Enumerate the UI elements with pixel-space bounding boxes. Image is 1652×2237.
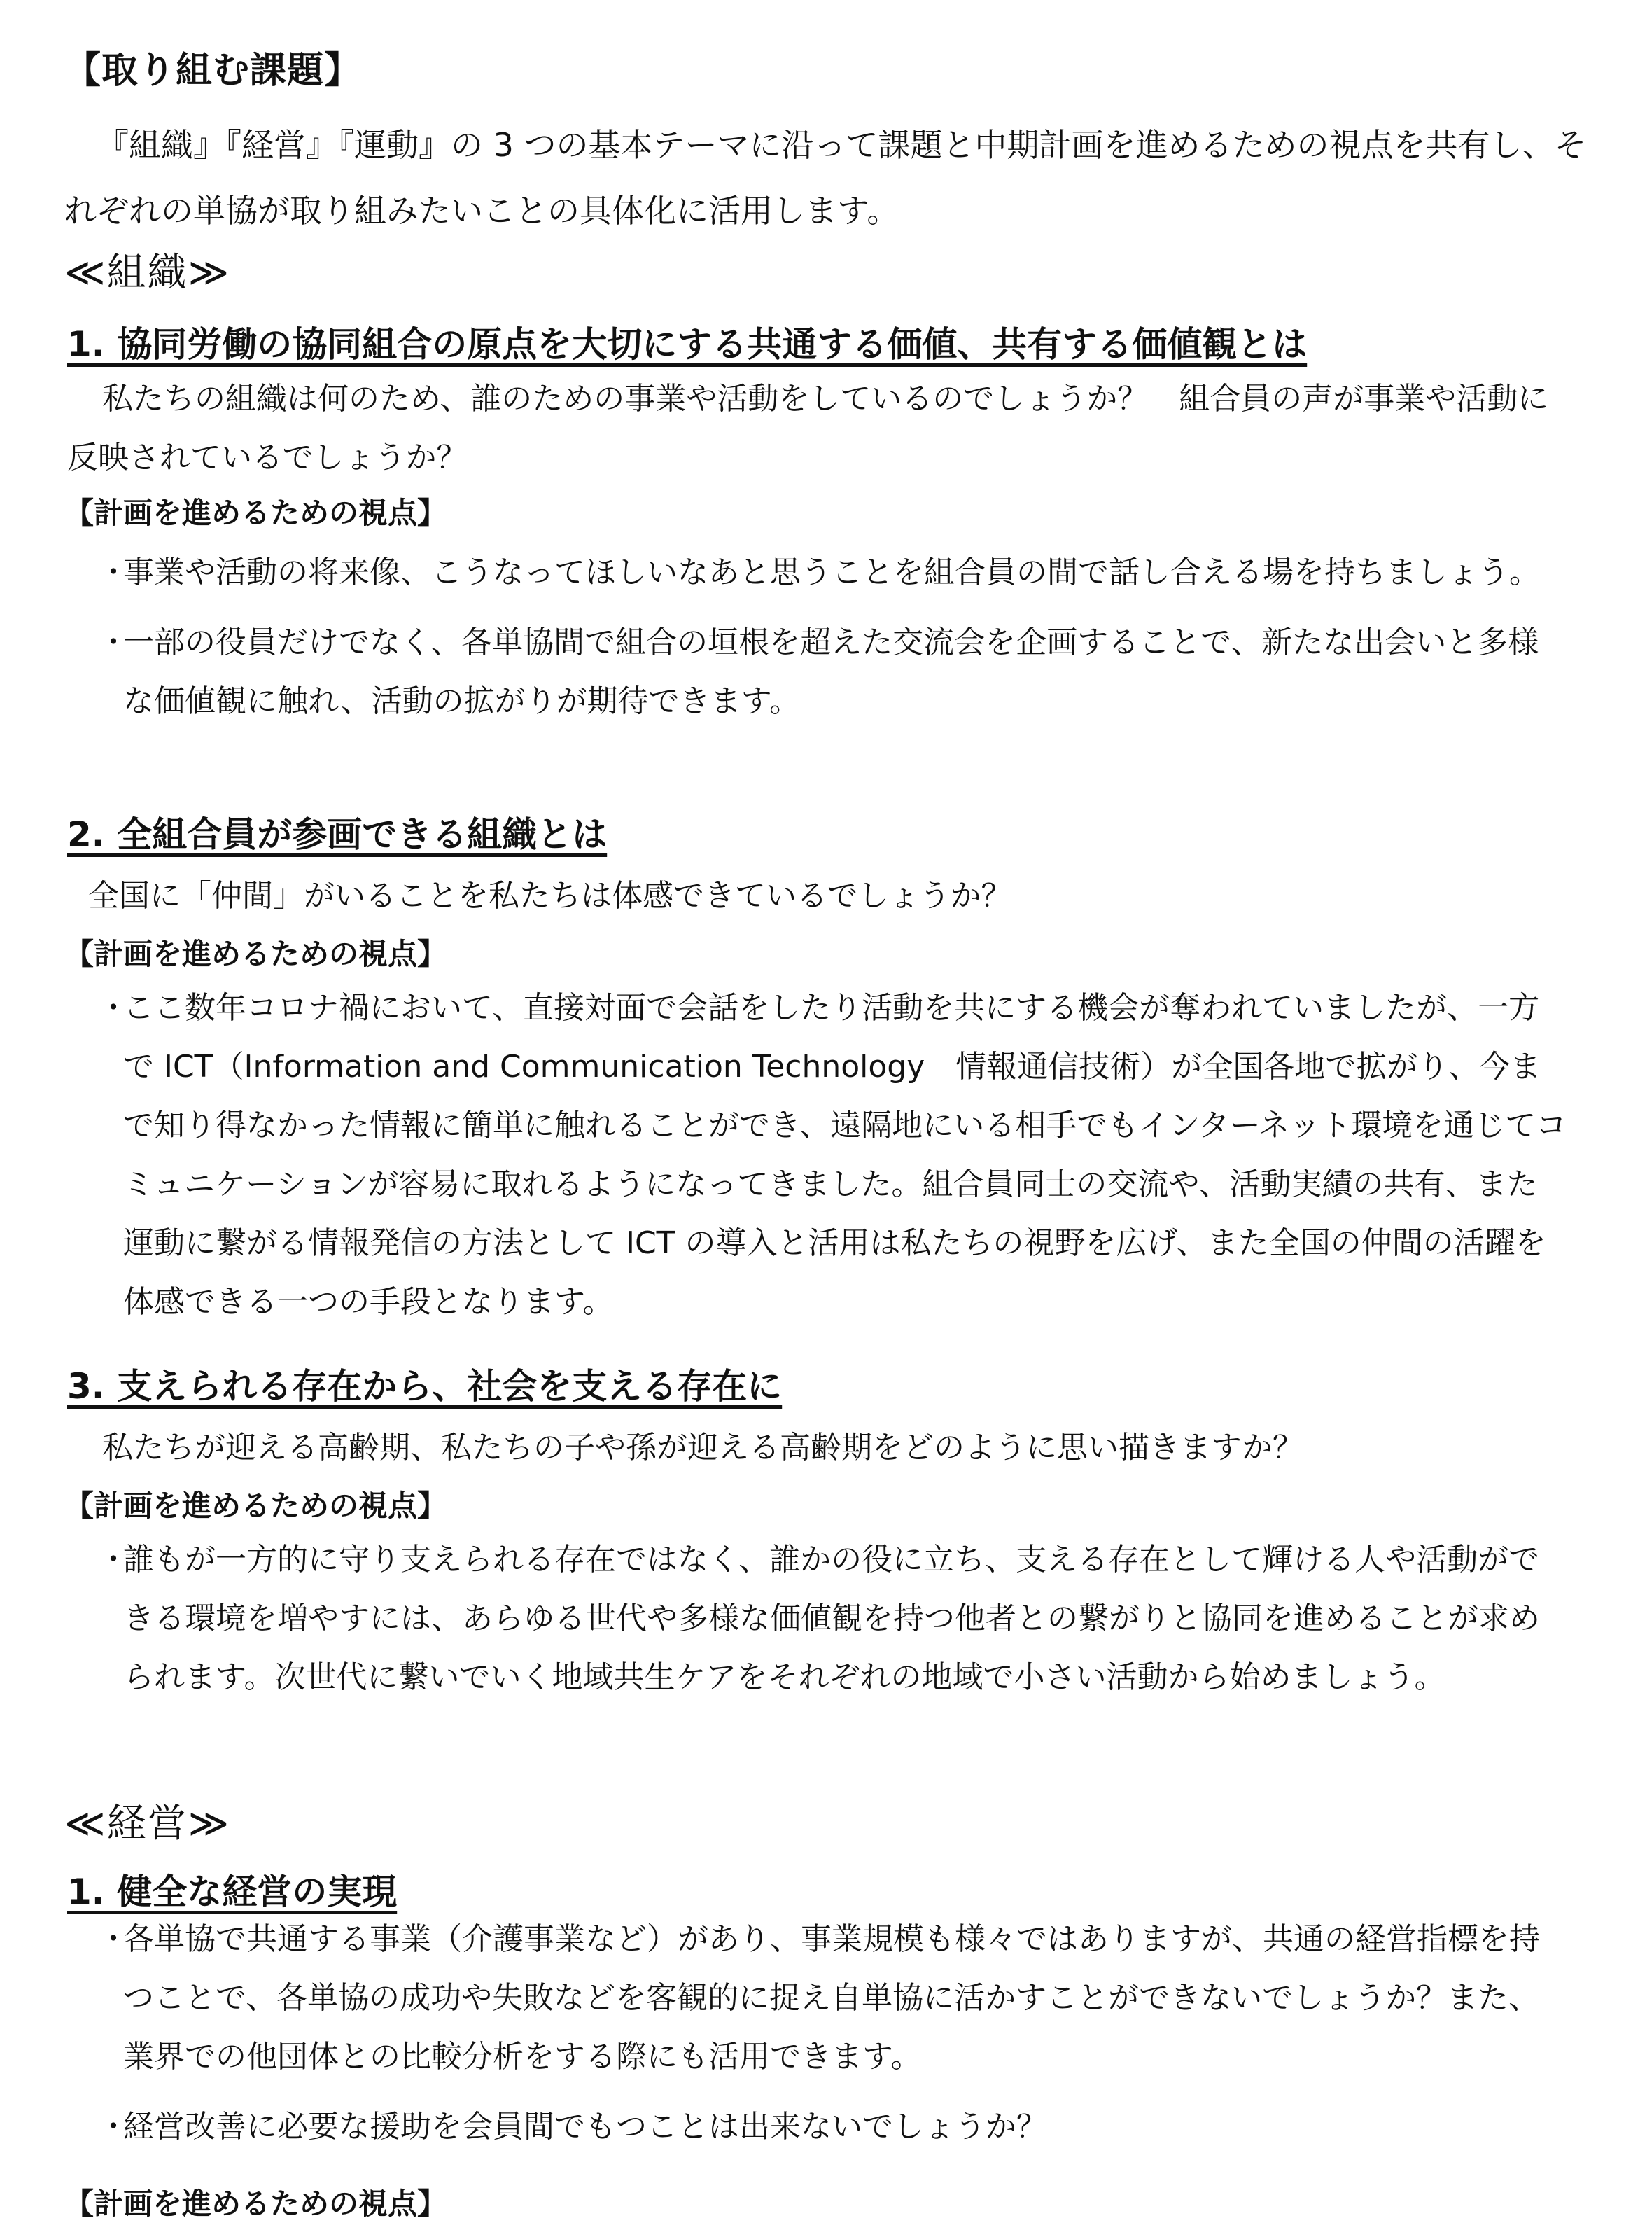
bullet-item — [98, 543, 1568, 602]
item-heading-org-1: 1. 協同労働の協同組合の原点を大切にする共通する価値、共有する価値観とは — [67, 324, 1308, 365]
bullet-text: 事業や活動の将来像、こうなってほしいなあと思うことを組合員の間で話し合える場を持ちましょう。 — [123, 555, 1540, 590]
bullet-item — [98, 1910, 1568, 2086]
bullet-marker: ・ — [98, 2109, 129, 2145]
bullet-text: 一部の役員だけでなく、各単協間で組合の垣根を超えた交流会を企画することで、新たな出会いと多様な価値観に触れ、活動の拡がりが期待できます。 — [123, 625, 1539, 719]
bullet-marker: ・ — [98, 1921, 129, 1957]
item-question-org-2: 全国に「仲間」がいることを私たちは体感できているでしょうか？ — [88, 878, 1012, 914]
bullet-text: ここ数年コロナ禍において、直接対面で会話をしたり活動を共にする機会が奪われていましたが、一方で ICT（Information and Communication Technology 情報通信技術）が全国各地で拡がり、今まで知り得なかった情報に簡単に触れることができ、遠隔地にいる相手でもインターネット環境を通じてコミュニケーションが容易に取れるようになってきました。組合員同士の交流や、活動実績の共有、また運動に繋がる情報発信の方法として ICT の導入と活用は私たちの視野を広げ、また全国の仲間の活躍を体感できる一つの手段となります。 — [123, 990, 1567, 1320]
bullet-marker: ・ — [98, 1542, 129, 1577]
perspective-label-org-2: 【計画を進めるための視点】 — [64, 937, 447, 971]
intro-paragraph: 『組織』『経営』『運動』の 3 つの基本テーマに沿って課題と中期計画を進めるための視点を共有し、それぞれの単協が取り組みたいことの具体化に活用します。 — [64, 126, 1587, 230]
bullet-list-org-2 — [98, 979, 1568, 1343]
bullet-item — [98, 979, 1568, 1332]
bullet-text: 経営改善に必要な援助を会員間でもつことは出来ないでしょうか？ — [123, 2109, 1047, 2145]
bullet-marker: ・ — [98, 555, 129, 590]
bullet-marker: ・ — [98, 990, 129, 1026]
item-question-org-3: 私たちが迎える高齢期、私たちの子や孫が迎える高齢期をどのように思い描きますか？ — [102, 1430, 1303, 1465]
bullet-marker: ・ — [98, 625, 129, 660]
perspective-label-mgmt-1: 【計画を進めるための視点】 — [64, 2187, 447, 2221]
bullet-text: 誰もが一方的に守り支えられる存在ではなく、誰かの役に立ち、支える存在として輝ける人や活動ができる環境を増やすには、あらゆる世代や多様な価値観を持つ他者との繋がりと協同を進めることが求められます。次世代に繋いでいく地域共生ケアをそれぞれの地域で小さい活動から始めましょう。 — [123, 1542, 1540, 1695]
bullet-list-mgmt-1 — [98, 1910, 1568, 2168]
item-heading-org-2: 2. 全組合員が参画できる組織とは — [67, 814, 608, 855]
bullet-list-org-1 — [98, 543, 1568, 742]
section-title-organization: ≪組織≫ — [64, 250, 231, 295]
bullet-item — [98, 2098, 1568, 2156]
item-heading-mgmt-1: 1. 健全な経営の実現 — [67, 1872, 398, 1912]
section-title-management: ≪経営≫ — [64, 1801, 231, 1846]
item-question-org-1: 私たちの組織は何のため、誰のための事業や活動をしているのでしょうか？ 組合員の声が事業や活動に反映されているでしょうか？ — [67, 381, 1549, 475]
bullet-item — [98, 1531, 1568, 1707]
perspective-label-org-1: 【計画を進めるための視点】 — [64, 496, 447, 530]
bullet-item — [98, 613, 1568, 731]
perspective-label-org-3: 【計画を進めるための視点】 — [64, 1489, 447, 1523]
document-title: 【取り組む課題】 — [64, 50, 362, 92]
bullet-list-org-3 — [98, 1531, 1568, 1718]
item-heading-org-3: 3. 支えられる存在から、社会を支える存在に — [67, 1366, 783, 1407]
bullet-text: 各単協で共通する事業（介護事業など）があり、事業規模も様々ではありますが、共通の経営指標を持つことで、各単協の成功や失敗などを客観的に捉え自単協に活かすことができないでしょうか？また、業界での他団体との比較分析をする際にも活用できます。 — [123, 1921, 1540, 2075]
